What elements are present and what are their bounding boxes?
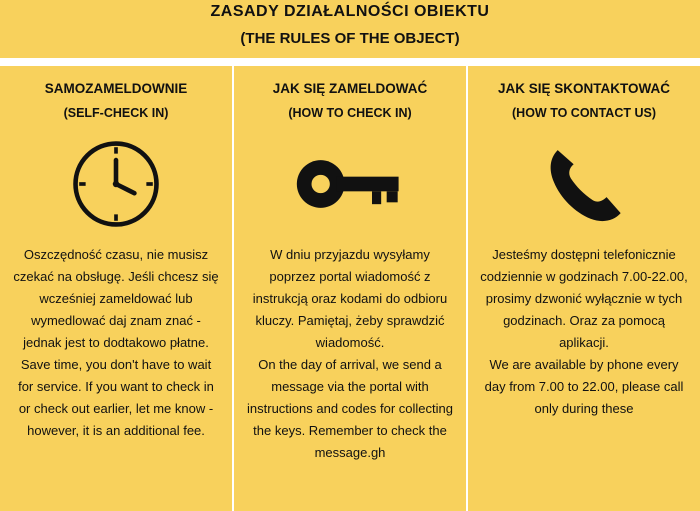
column-text-pl: W dniu przyjazdu wysyłamy poprzez portal wiadomość z instrukcją oraz kodami do odbioru kluczy. Pamiętaj, żeby sprawdzić wiadomość. bbox=[252, 247, 448, 350]
header-divider bbox=[0, 58, 700, 66]
column-title-en: (SELF-CHECK IN) bbox=[63, 106, 169, 120]
rules-column-how-to-check-in bbox=[234, 66, 466, 511]
column-text-en: On the day of arrival, we send a message via the portal with instructions and codes for collecting the keys. Remember to check the message.gh bbox=[247, 357, 453, 460]
column-title-en: (HOW TO CONTACT US) bbox=[512, 106, 656, 120]
key-icon bbox=[242, 128, 458, 240]
column-title-pl: SAMOZAMELDOWNIE bbox=[44, 81, 188, 96]
rules-columns bbox=[0, 66, 700, 511]
column-title-pl: JAK SIĘ ZAMELDOWAĆ bbox=[272, 81, 428, 96]
column-text-en: We are available by phone every day from 7.00 to 22.00, please call only during these bbox=[484, 357, 684, 416]
poster-header bbox=[0, 0, 700, 58]
column-title-en: (HOW TO CHECK IN) bbox=[288, 106, 412, 120]
clock-icon bbox=[8, 128, 224, 240]
poster-title-en: (THE RULES OF THE OBJECT) bbox=[240, 30, 460, 47]
poster-title-pl: ZASADY DZIAŁALNOŚCI OBIEKTU bbox=[210, 3, 490, 20]
column-title-pl: JAK SIĘ SKONTAKTOWAĆ bbox=[497, 81, 670, 96]
rules-column-how-to-contact-us bbox=[468, 66, 700, 511]
column-text-pl: Oszczędność czasu, nie musisz czekać na obsługę. Jeśli chcesz się wcześniej zameldować lub wymedlować daj znam znać - jednak jest to dodtakowo płatne. bbox=[13, 247, 219, 350]
column-text-en: Save time, you don't have to wait for service. If you want to check in or check out earlier, let me know - however, it is an additional fee. bbox=[18, 357, 214, 438]
rules-column-self-check-in bbox=[0, 66, 232, 511]
phone-icon bbox=[476, 128, 692, 240]
column-text-pl: Jesteśmy dostępni telefonicznie codziennie w godzinach 7.00-22.00, prosimy dzwonić wyłącznie w tych godzinach. Oraz za pomocą aplikacji. bbox=[480, 247, 688, 350]
